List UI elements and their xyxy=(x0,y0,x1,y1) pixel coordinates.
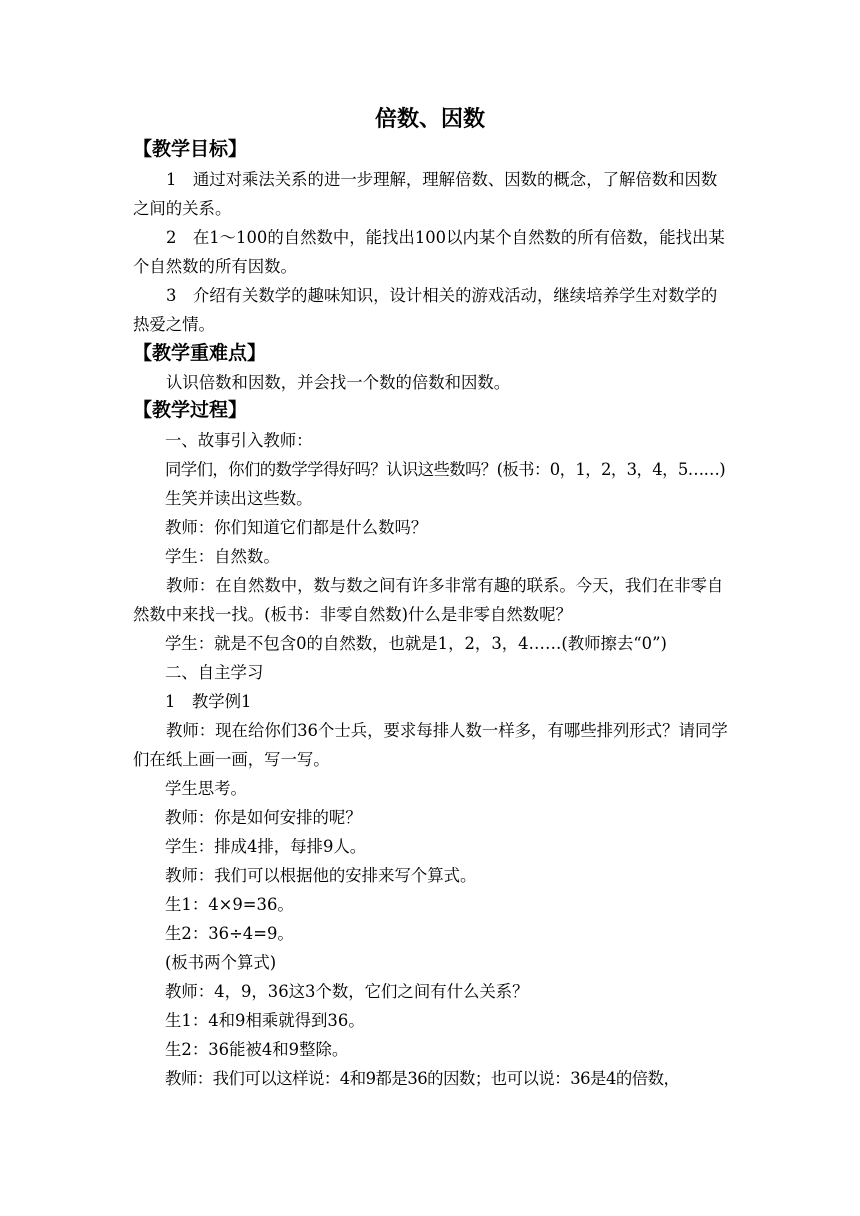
goal-item-2: 2 在1～100的自然数中，能找出100以内某个自然数的所有倍数，能找出某个自然数的所有因数。 xyxy=(133,228,725,276)
process-line: 学生思考。 xyxy=(165,779,247,798)
process-line: 生笑并读出这些数。 xyxy=(165,489,313,508)
process-paragraph: 教师：现在给你们36个士兵，要求每排人数一样多，有哪些排列形式？请同学们在纸上画一画，写一写。 xyxy=(133,721,728,769)
process-line: 生1：4和9相乘就得到36。 xyxy=(165,1011,365,1030)
process-line: (板书两个算式) xyxy=(165,953,277,972)
process-line: 教师：你们知道它们都是什么数吗？ xyxy=(165,518,428,537)
process-line: 教师：4，9，36这3个数，它们之间有什么关系？ xyxy=(165,982,529,1001)
section-heading-goals: 【教学目标】 xyxy=(133,138,248,160)
process-line: 生1：4×9=36。 xyxy=(165,895,294,914)
section-heading-process: 【教学过程】 xyxy=(133,399,248,421)
goal-item-1: 1 通过对乘法关系的进一步理解，理解倍数、因数的概念，了解倍数和因数之间的关系。 xyxy=(133,170,718,218)
process-paragraph: 教师：在自然数中，数与数之间有许多非常有趣的联系。今天，我们在非零自然数中来找一找。(板书：非零自然数)什么是非零自然数呢？ xyxy=(133,576,724,624)
process-line: 1 教学例1 xyxy=(165,692,252,711)
process-line: 教师：我们可以这样说：4和9都是36的因数；也可以说：36是4的倍数， xyxy=(165,1069,680,1088)
process-line: 学生：就是不包含0的自然数，也就是1，2，3，4……(教师擦去“0”) xyxy=(165,634,667,653)
section-heading-keypoints: 【教学重难点】 xyxy=(133,342,267,364)
process-line: 学生：自然数。 xyxy=(165,547,280,566)
process-line: 一、故事引入教师： xyxy=(165,431,313,450)
process-line: 生2：36能被4和9整除。 xyxy=(165,1040,349,1059)
process-line: 同学们，你们的数学学得好吗？认识这些数吗？(板书：0，1，2，3，4，5……) xyxy=(165,460,726,479)
goal-item-3: 3 介绍有关数学的趣味知识，设计相关的游戏活动，继续培养学生对数学的热爱之情。 xyxy=(133,286,718,334)
process-line: 生2：36÷4=9。 xyxy=(165,924,294,943)
process-line: 教师：你是如何安排的呢？ xyxy=(165,808,362,827)
process-line: 教师：我们可以根据他的安排来写个算式。 xyxy=(165,866,477,885)
keypoints-text: 认识倍数和因数，并会找一个数的倍数和因数。 xyxy=(166,373,511,392)
process-line: 二、自主学习 xyxy=(165,663,264,682)
document-title: 倍数、因数 xyxy=(374,106,485,132)
process-line: 学生：排成4排，每排9人。 xyxy=(165,837,367,856)
